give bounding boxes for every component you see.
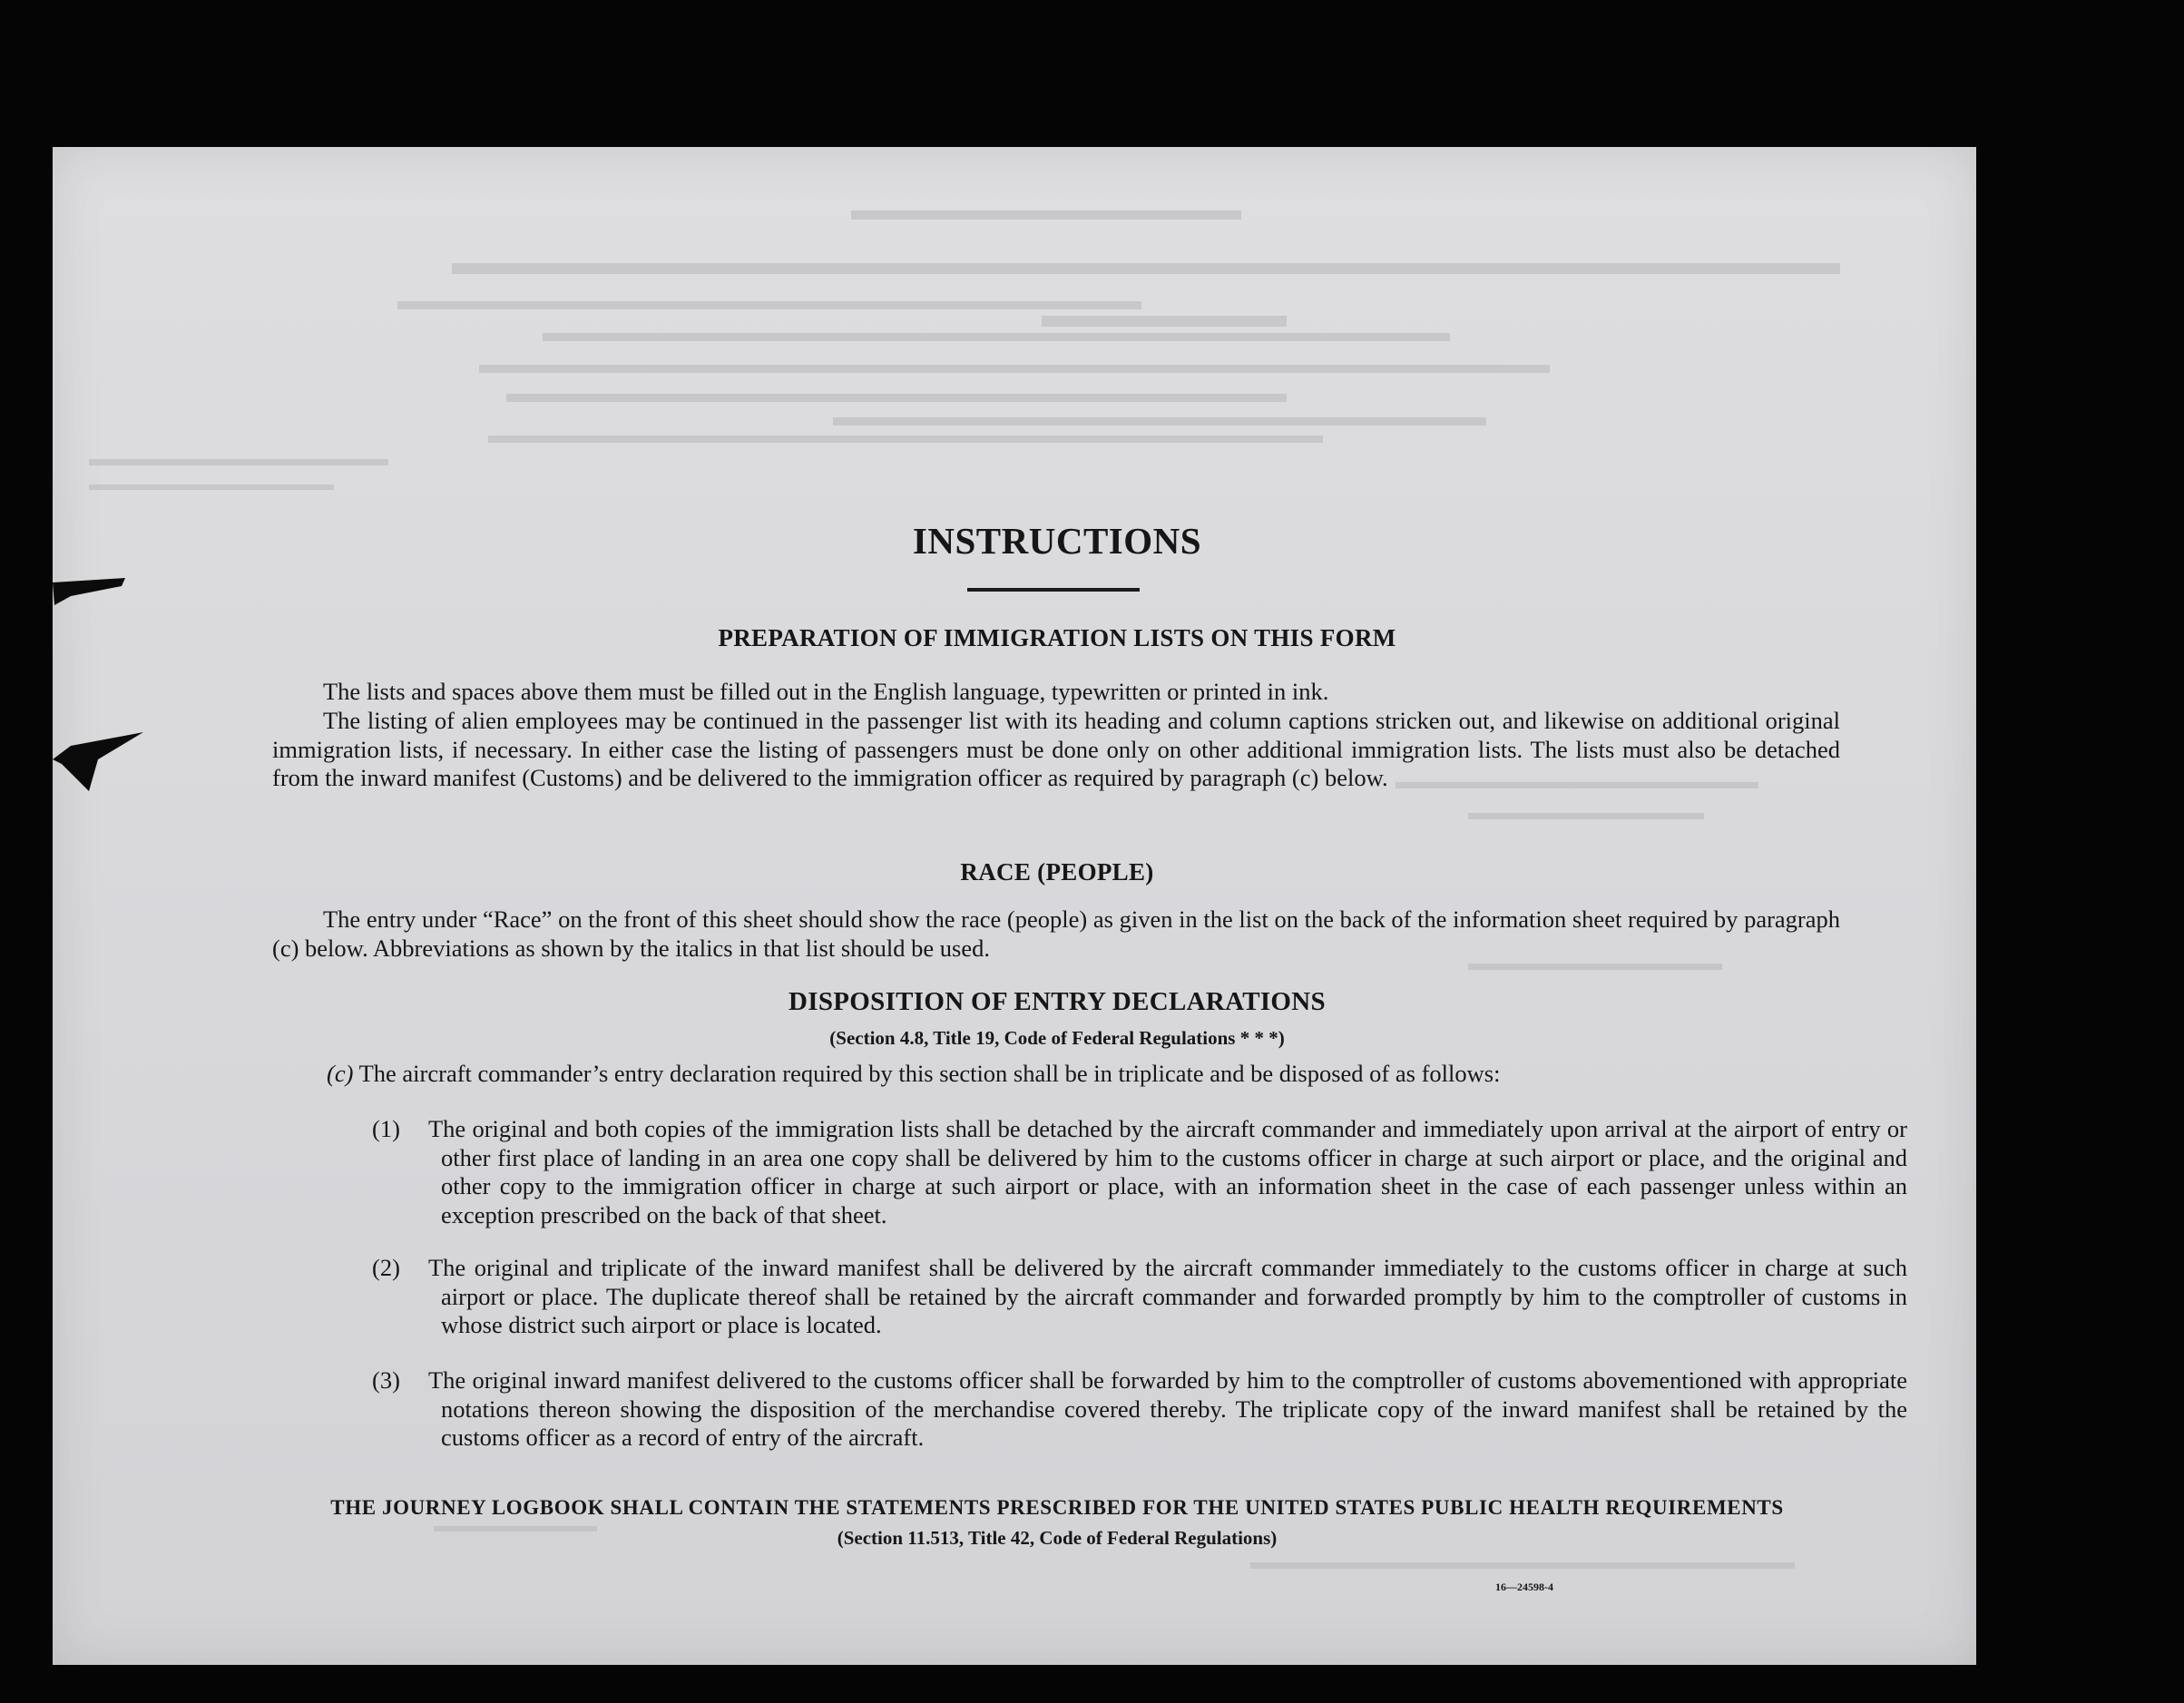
list-item: [372, 1366, 1907, 1453]
list-item: [372, 1115, 1907, 1229]
race-heading: RACE (PEOPLE): [960, 858, 1154, 886]
disposition-citation: (Section 4.8, Title 19, Code of Federal Regulations * * *): [829, 1027, 1285, 1049]
intro-label: (c): [327, 1060, 354, 1087]
disposition-intro: [327, 1060, 1851, 1089]
preparation-paragraph-1: The lists and spaces above them must be filled out in the English language, typewritten or printed in ink.: [323, 678, 1329, 705]
preparation-heading: PREPARATION OF IMMIGRATION LISTS ON THIS FORM: [718, 624, 1396, 651]
item-label: (1): [372, 1115, 400, 1142]
item-label: (3): [372, 1366, 400, 1394]
item-text: The original and triplicate of the inward manifest shall be delivered by the aircraft commander immediately to the customs officer in charge at such airport or place. The duplicate thereof shall be retained by the aircraft commander and forwarded promptly by him to the comptroller of customs in whose district such airport or place is located.: [428, 1254, 1907, 1338]
preparation-paragraph-2: The listing of alien employees may be continued in the passenger list with its heading and column captions stricken out, and likewise on additional original immigration lists, if necessary. In either case the listing of passengers must be done only on other additional immigration lists. The lists must also be detached from the inward manifest (Customs) and be delivered to the immigration officer as required by paragraph (c) below.: [272, 707, 1840, 791]
public-health-citation: (Section 11.513, Title 42, Code of Federal Regulations): [837, 1527, 1278, 1549]
signature-scrawl: [189, 1680, 751, 1703]
disposition-heading: DISPOSITION OF ENTRY DECLARATIONS: [788, 987, 1326, 1016]
list-item: [372, 1254, 1907, 1340]
paper-sheet: [53, 147, 1976, 1665]
public-health-statement: THE JOURNEY LOGBOOK SHALL CONTAIN THE STATEMENTS PRESCRIBED FOR THE UNITED STATES PUBLIC HEALTH REQUIREMENTS: [330, 1496, 1784, 1519]
binding-tear-marks: [34, 401, 143, 945]
title-underline: [967, 588, 1140, 592]
form-number: 16—24598-4: [1495, 1581, 1553, 1593]
item-label: (2): [372, 1254, 400, 1281]
item-text: The original and both copies of the immigration lists shall be detached by the aircraft commander and immediately upon arrival at the airport of entry or other first place of landing in an area one copy shall be delivered by him to the customs officer in charge at such airport or place, and the original and other copy to the immigration officer in charge at such airport or place, with an information sheet in the case of each passenger unless within an exception prescribed on the back of that sheet.: [428, 1115, 1907, 1228]
document-title: INSTRUCTIONS: [912, 520, 1202, 562]
intro-text: The aircraft commander’s entry declaration required by this section shall be in triplicate and be disposed of as follows:: [358, 1060, 1501, 1087]
race-paragraph: The entry under “Race” on the front of this sheet should show the race (people) as given in the list on the back of the information sheet required by paragraph (c) below. Abbreviations as shown by the italics in that list should be used.: [272, 905, 1840, 962]
item-text: The original inward manifest delivered to the customs officer shall be forwarded by him to the comptroller of customs abovementioned with appropriate notations thereon showing the disposition of the merchandise covered thereby. The triplicate copy of the inward manifest shall be retained by the customs officer as a record of entry of the aircraft.: [428, 1366, 1907, 1451]
